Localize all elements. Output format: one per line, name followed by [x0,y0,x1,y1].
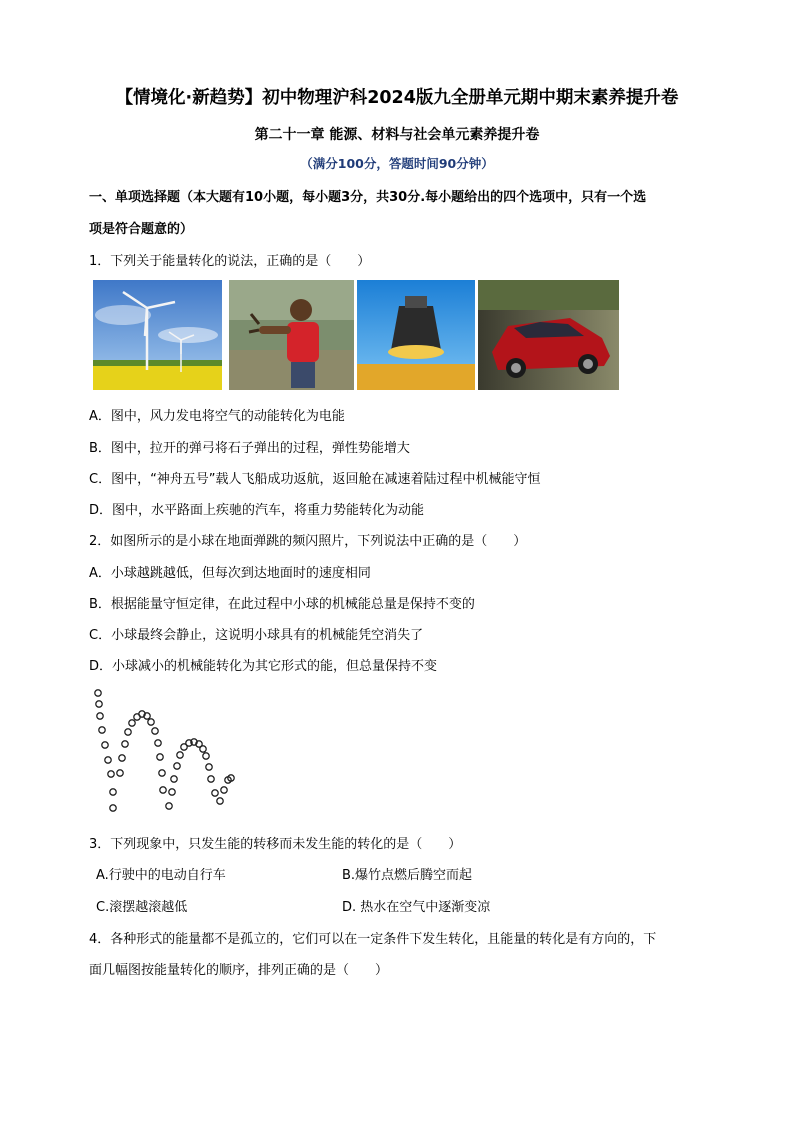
q3-option-d: D. 热水在空气中逐渐变凉 [342,900,491,915]
q1-option-a: A．图中，风力发电将空气的动能转化为电能 [89,409,345,424]
q2-option-c: C．小球最终会静止，这说明小球具有的机械能凭空消失了 [89,628,424,643]
q3-option-a: A.行驶中的电动自行车 [96,868,226,883]
q2-option-a: A．小球越跳越低，但每次到达地面时的速度相同 [89,566,371,581]
return-capsule-image [357,280,475,390]
q3-option-c: C.滚摆越滚越低 [96,900,188,915]
q1-option-b: B．图中，拉开的弹弓将石子弹出的过程，弹性势能增大 [89,441,410,456]
q1-option-d: D．图中，水平路面上疾驰的汽车，将重力势能转化为动能 [89,503,425,518]
red-car-image [478,280,619,390]
q1-stem: 1．下列关于能量转化的说法，正确的是（ ） [89,254,371,269]
q2-option-b: B．根据能量守恒定律，在此过程中小球的机械能总量是保持不变的 [89,597,475,612]
slingshot-boy-image [229,280,354,390]
bouncing-ball-figure [88,686,248,816]
wind-turbine-image [93,280,222,390]
q2-option-d: D．小球减小的机械能转化为其它形式的能，但总量保持不变 [89,659,438,674]
q3-stem: 3．下列现象中，只发生能的转移而未发生能的转化的是（ ） [89,837,462,852]
score-time-note: （满分100分，答题时间90分钟） [300,156,494,171]
q2-stem: 2．如图所示的是小球在地面弹跳的频闪照片，下列说法中正确的是（ ） [89,534,527,549]
document-title: 【情境化·新趋势】初中物理沪科2024版九全册单元期中期末素养提升卷 [115,88,679,108]
section-heading-line1: 一、单项选择题（本大题有10小题，每小题3分，共30分.每小题给出的四个选项中，只有一个选 [89,190,647,205]
q4-stem-line2: 面几幅图按能量转化的顺序，排列正确的是（ ） [89,963,389,978]
q3-option-b: B.爆竹点燃后腾空而起 [342,868,473,883]
q4-stem-line1: 4．各种形式的能量都不是孤立的，它们可以在一定条件下发生转化，且能量的转化是有方向的，下 [89,932,657,947]
q1-option-c: C．图中，“神舟五号”载人飞船成功返航，返回舱在减速着陆过程中机械能守恒 [89,472,541,487]
section-heading-line2: 项是符合题意的） [89,222,194,237]
chapter-subtitle: 第二十一章 能源、材料与社会单元素养提升卷 [254,127,540,143]
